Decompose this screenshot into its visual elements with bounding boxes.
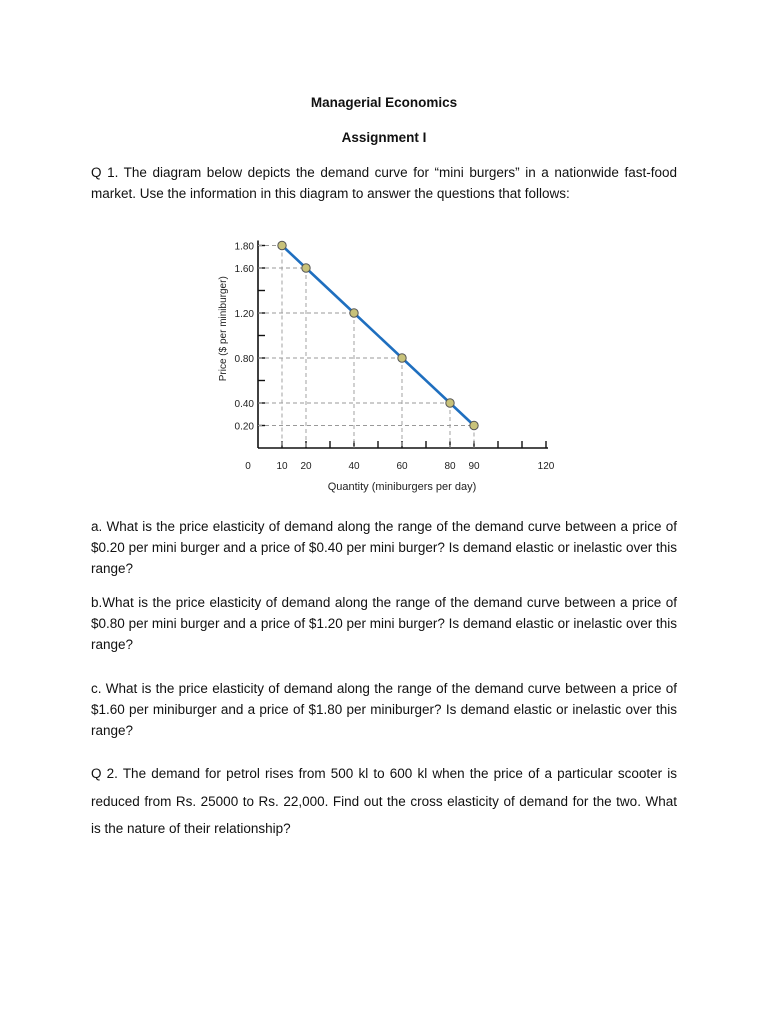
x-tick-label: 90 xyxy=(468,461,480,472)
demand-curve-chart xyxy=(0,230,768,520)
x-tick-label: 120 xyxy=(537,461,555,472)
x-tick-label: 80 xyxy=(444,461,456,472)
question-2: Q 2. The demand for petrol rises from 500 kl to 600 kl when the price of a particular scooter is reduced from Rs. 25000 to Rs. 22,000. Find out the cross elasticity of demand for the two. What is the nature of their relationship? xyxy=(91,766,677,836)
data-point xyxy=(470,421,478,429)
y-tick-label: 0.20 xyxy=(234,421,254,433)
x-tick-label: 0 xyxy=(245,461,251,472)
y-tick-label: 1.20 xyxy=(234,309,254,320)
data-point xyxy=(278,241,286,249)
data-point xyxy=(398,354,406,362)
x-tick-label: 60 xyxy=(396,461,408,472)
y-tick-label: 1.80 xyxy=(234,241,254,253)
data-point xyxy=(350,309,358,317)
demand-curve-line xyxy=(282,246,474,426)
course-title: Managerial Economics xyxy=(310,95,458,110)
y-axis-label: Price ($ per miniburger) xyxy=(218,276,229,382)
y-tick-label: 0.40 xyxy=(234,399,254,410)
x-tick-label: 40 xyxy=(348,461,360,472)
x-tick-label: 20 xyxy=(300,461,312,472)
data-point xyxy=(302,264,310,272)
x-tick-label: 10 xyxy=(276,461,288,472)
data-point xyxy=(446,399,454,407)
y-tick-label: 0.80 xyxy=(234,354,254,365)
question-1-intro: Q 1. The diagram below depicts the demand curve for “mini burgers” in a nationwide fast-food market. Use the information in this diagram to answer the questions that follows: xyxy=(91,165,677,201)
assignment-title: Assignment I xyxy=(341,130,427,145)
question-1-part-c: c. What is the price elasticity of demand along the range of the demand curve between a price of $1.60 per miniburger and a price of $1.80 per miniburger? Is demand elastic or inelastic over this range? xyxy=(91,681,677,738)
question-1-part-a: a. What is the price elasticity of demand along the range of the demand curve between a price of $0.20 per mini burger and a price of $0.40 per mini burger? Is demand elastic or inelastic over this range? xyxy=(91,519,677,576)
y-tick-label: 1.60 xyxy=(234,264,254,275)
question-1-part-b: b.What is the price elasticity of demand along the range of the demand curve between a price of $0.80 per mini burger and a price of $1.20 per mini burger? Is demand elastic or inelastic over this range? xyxy=(91,595,677,652)
x-axis-label: Quantity (miniburgers per day) xyxy=(327,481,477,493)
